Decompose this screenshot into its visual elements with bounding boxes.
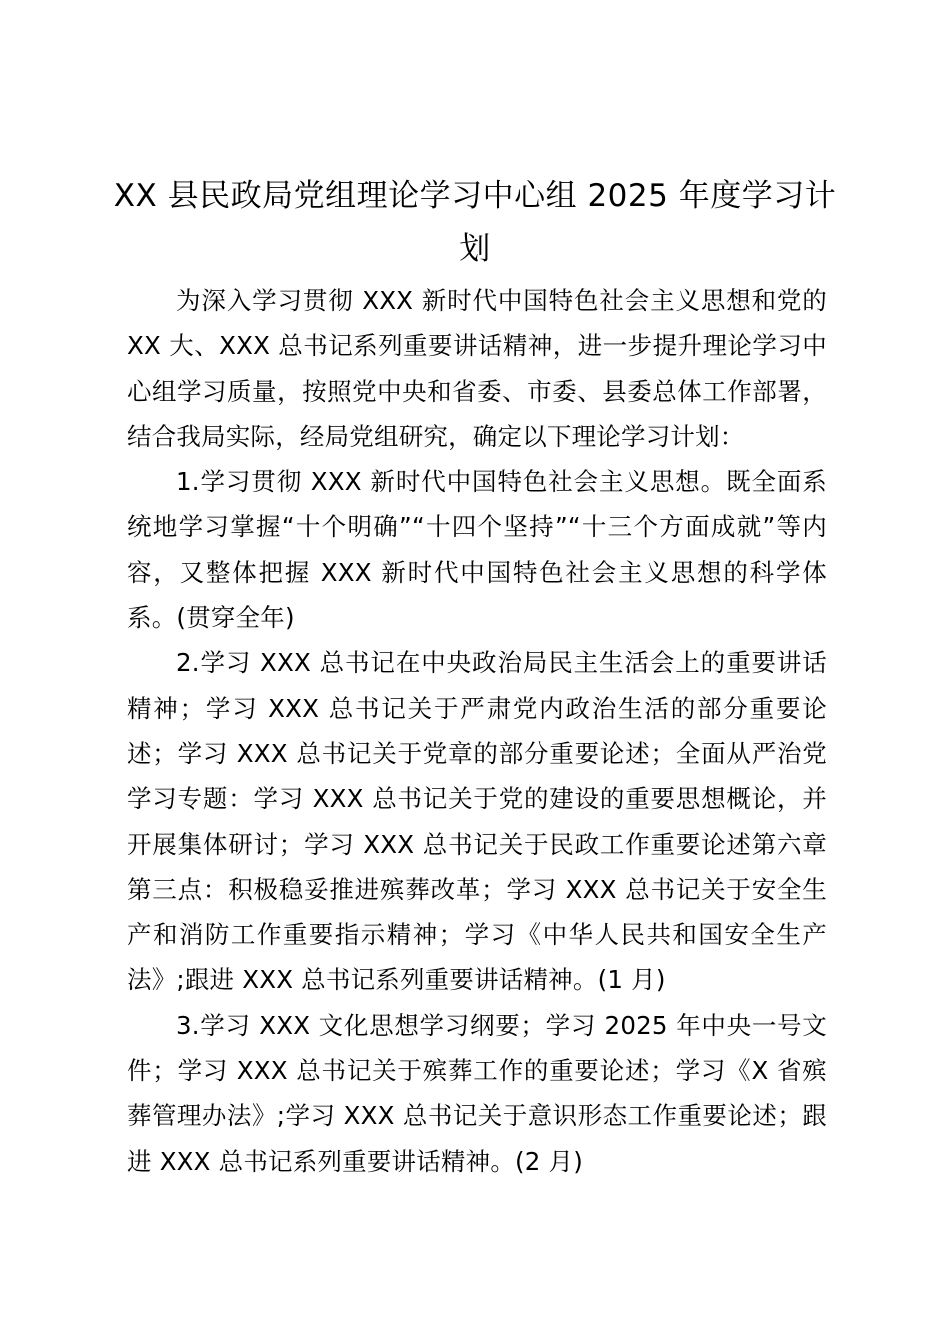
document-title: XX 县民政局党组理论学习中心组 2025 年度学习计划	[113, 178, 837, 267]
item-1-paragraph: 1.学习贯彻 XXX 新时代中国特色社会主义思想。既全面系统地学习掌握“十个明确”“十四个坚持”“十三个方面成就”等内容，又整体把握 XXX 新时代中国特色社会主义思想的科学体系。(贯穿全年)	[127, 467, 827, 633]
item-2-paragraph: 2.学习 XXX 总书记在中央政治局民主生活会上的重要讲话精神；学习 XXX 总书记关于严肃党内政治生活的部分重要论述；学习 XXX 总书记关于党章的部分重要论述；全面从严治党学习专题：学习 XXX 总书记关于党的建设的重要思想概论，并开展集体研讨；学习 XXX 总书记关于民政工作重要论述第六章第三点：积极稳妥推进殡葬改革；学习 XXX 总书记关于安全生产和消防工作重要指示精神；学习《中华人民共和国安全生产法》;跟进 XXX 总书记系列重要讲话精神。(1 月)	[127, 648, 827, 995]
document-body	[127, 278, 827, 1184]
intro-paragraph: 为深入学习贯彻 XXX 新时代中国特色社会主义思想和党的XX 大、XXX 总书记系列重要讲话精神，进一步提升理论学习中心组学习质量，按照党中央和省委、市委、县委总体工作部署，结合我局实际，经局党组研究，确定以下理论学习计划：	[127, 286, 827, 451]
item-3-paragraph: 3.学习 XXX 文化思想学习纲要；学习 2025 年中央一号文件；学习 XXX 总书记关于殡葬工作的重要论述；学习《X 省殡葬管理办法》;学习 XXX 总书记关于意识形态工作重要论述；跟进 XXX 总书记系列重要讲话精神。(2 月)	[127, 1010, 827, 1176]
